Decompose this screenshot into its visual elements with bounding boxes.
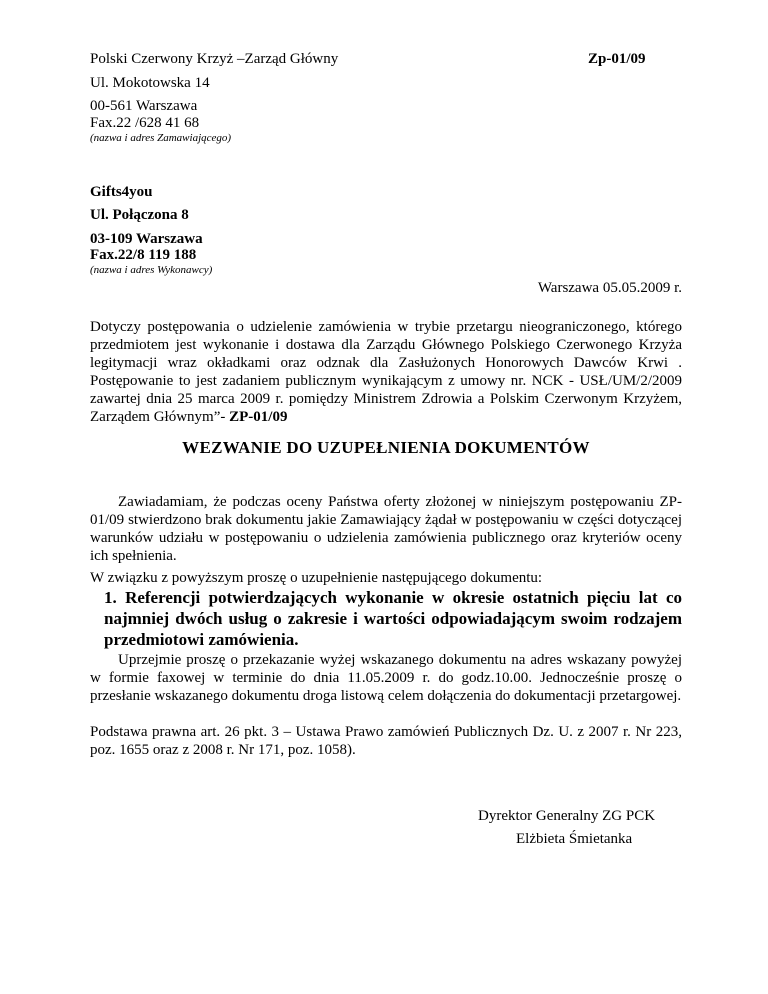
sender-street: Ul. Mokotowska 14 [90,75,210,91]
sender-fax: Fax.22 /628 41 68 [90,115,200,131]
reference-number: Zp-01/09 [588,51,646,67]
recipient-fax: Fax.22/8 119 188 [90,247,197,263]
signature-position: Dyrektor Generalny ZG PCK [478,808,656,824]
document-date: Warszawa 05.05.2009 r. [537,280,682,296]
notice-paragraph: Zawiadamiam, że podczas oceny Państwa oferty złożonej w niniejszym postępowaniu ZP-01/09 stwierdzono brak dokumentu jakie Zamawiający żądał w postępowaniu w części dotyczącej warunków udziału w postępowaniu o udzielenia zamówienia publicznego oraz kryteriów oceny ich spełnienia. [90,494,682,564]
recipient-city: 03-109 Warszawa [90,231,203,247]
request-intro: W związku z powyższym proszę o uzupełnienie następującego dokumentu: [90,570,543,586]
subject-text: Dotyczy postępowania o udzielenie zamówienia w trybie przetargu nieograniczonego, którego przedmiotem jest wykonanie i dostawa dla Zarządu Głównego Polskiego Czerwonego Krzyża legitymacji wraz okładkami oraz odznak dla Zasłużonych Honorowych Dawców Krwi . Postępowanie to jest zadaniem publicznym wynikającym z umowy nr. NCK - USŁ/UM/2/2009 zawartej dnia 25 marca 2009 r. pomiędzy Ministrem Zdrowia a Polskim Czerwonym Krzyżem, Zarządem Głównym”- [90,319,682,425]
sender-city: 00-561 Warszawa [90,98,198,114]
recipient-street: Ul. Połączona 8 [90,207,189,223]
recipient-note: (nazwa i adres Wykonawcy) [90,264,213,276]
subject-paragraph [90,318,682,426]
sender-note: (nazwa i adres Zamawiającego) [90,132,232,144]
sender-name: Polski Czerwony Krzyż –Zarząd Główny [90,51,339,67]
required-document-item: 1. Referencji potwierdzających wykonanie w okresie ostatnich pięciu lat co najmniej dwóch usług o zakresie i wartości odpowiadającym swoim rodzajem przedmiotowi zamówienia. [104,588,682,649]
subject-ref: ZP-01/09 [229,409,288,425]
legal-basis-paragraph: Podstawa prawna art. 26 pkt. 3 – Ustawa Prawo zamówień Publicznych Dz. U. z 2007 r. Nr 223, poz. 1655 oraz z 2008 r. Nr 171, poz. 1058). [90,724,682,758]
document-title: WEZWANIE DO UZUPEŁNIENIA DOKUMENTÓW [182,438,590,457]
instruction-paragraph: Uprzejmie proszę o przekazanie wyżej wskazanego dokumentu na adres wskazany powyżej w formie faxowej w terminie do dnia 11.05.2009 r. do godz.10.00. Jednocześnie proszę o przesłanie wskazanego dokumentu droga listową celem dołączenia do dokumentacji przetargowej. [90,652,682,704]
signature-name: Elżbieta Śmietanka [516,831,633,847]
recipient-name: Gifts4you [90,184,153,200]
